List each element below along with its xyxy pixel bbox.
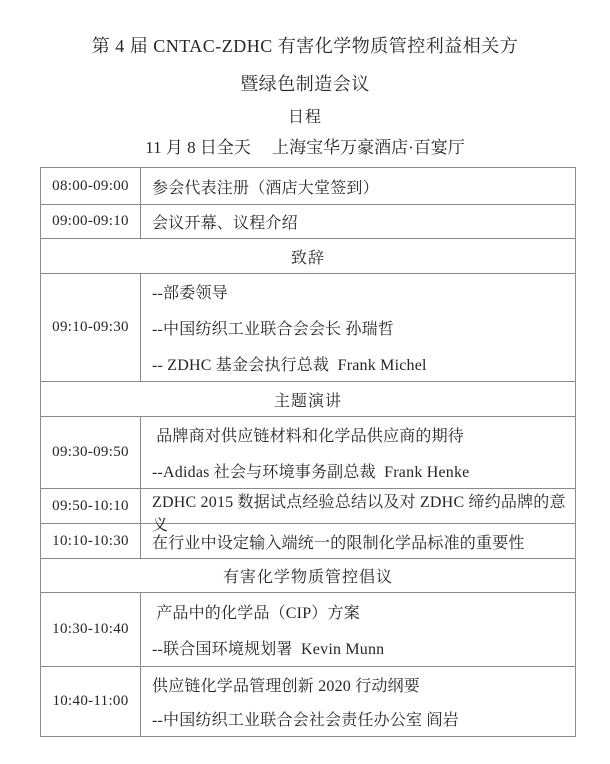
time-cell: 08:00-09:00 [41,168,141,204]
agenda-text: 参会代表注册（酒店大堂签到） [152,179,379,197]
agenda-text: --中国纺织工业联合会会长 孙瑞哲 [152,320,395,338]
agenda-text: 会议开幕、议程介绍 [152,215,298,232]
content-cell [141,489,575,534]
table-row-speakers [41,273,575,381]
time-cell: 09:30-09:50 [41,417,141,488]
table-row-cip-program [41,592,575,666]
table-row-opening [41,204,575,238]
agenda-text: --中国纺织工业联合会社会责任办公室 阎岩 [152,712,459,730]
content-cell [141,274,575,381]
agenda-text: --Adidas 社会与环境事务副总裁 Frank Henke [152,463,470,481]
document-title-line-2: 暨绿色制造会议 [240,74,370,94]
content-cell [141,205,575,238]
agenda-text: 在行业中设定输入端统一的限制化学品标准的重要性 [152,534,525,552]
section-row-chemical-initiative [41,558,575,592]
agenda-table [40,167,576,737]
date-and-venue: 11 月 8 日全天 上海宝华万豪酒店·百宴厅 [145,138,465,157]
table-row-zdhc-pilot [41,488,575,534]
table-row-brand-expectations [41,416,575,488]
table-row-2020-outline [41,666,575,736]
document-title-line-1: 第 4 届 CNTAC-ZDHC 有害化学物质管控利益相关方 [91,36,519,56]
time-cell: 10:30-10:40 [41,593,141,666]
content-cell [141,524,575,558]
agenda-text: 产品中的化学品（CIP）方案 [152,604,360,622]
section-label: 主题演讲 [273,392,342,410]
agenda-text: --部委领导 [152,285,228,303]
document-header [0,0,610,163]
agenda-text: 品牌商对供应链材料和化学品供应商的期待 [152,428,465,446]
agenda-subtitle: 日程 [287,109,322,126]
section-row-keynote [41,381,575,416]
content-cell [141,667,575,736]
content-cell [141,593,575,666]
time-cell: 10:10-10:30 [41,524,141,558]
table-row-registration [41,168,575,204]
agenda-text: -- ZDHC 基金会执行总裁 Frank Michel [152,356,427,374]
agenda-text: --联合国环境规划署 Kevin Munn [152,641,385,659]
time-cell: 09:10-09:30 [41,274,141,381]
agenda-text: ZDHC 2015 数据试点经验总结以及对 ZDHC 缔约品牌的意义 [152,494,566,534]
time-cell: 09:50-10:10 [41,489,141,523]
agenda-text: 供应链化学品管理创新 2020 行动纲要 [152,677,421,695]
content-cell [141,417,575,488]
table-row-input-standards [41,523,575,558]
section-row-speeches [41,238,575,273]
time-cell: 10:40-11:00 [41,667,141,736]
section-label: 有害化学物质管控倡议 [222,569,393,586]
content-cell [141,168,575,204]
section-label: 致辞 [290,249,325,267]
time-cell: 09:00-09:10 [41,205,141,238]
